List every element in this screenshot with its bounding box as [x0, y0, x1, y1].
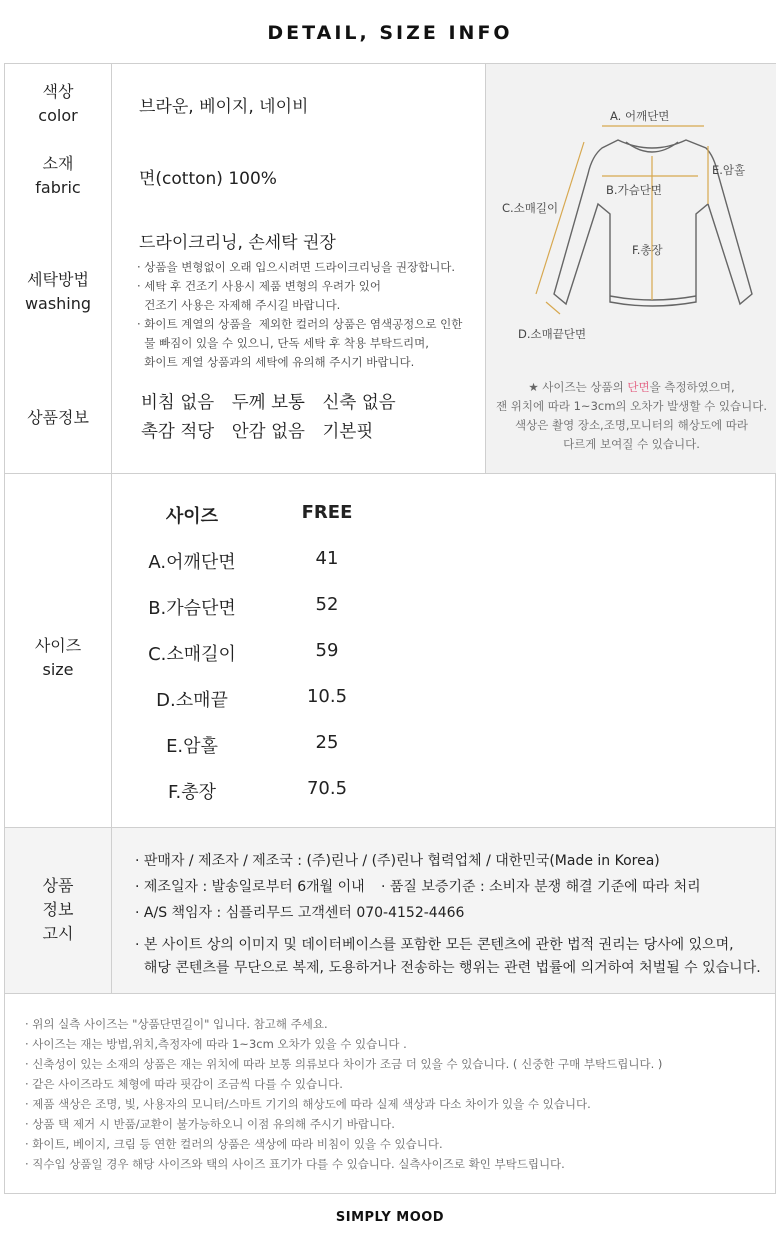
- product-info-row: [141, 389, 408, 418]
- disclosure-quality: · 품질 보증기준 : 소비자 분쟁 해결 기준에 따라 처리: [381, 879, 701, 895]
- color-label-ko: 색상: [42, 82, 74, 101]
- measurement-note-line: [486, 378, 777, 397]
- measurement-note: [486, 378, 777, 454]
- color-value: 브라운, 베이지, 네이비: [139, 97, 309, 117]
- product-info-item: 신축 없음: [322, 393, 396, 413]
- washing-note: · 세탁 후 건조기 사용시 제품 변형의 우려가 있어: [137, 279, 381, 293]
- notice-item: · 위의 실측 사이즈는 "상품단면길이" 입니다. 참고해 주세요.: [25, 1017, 328, 1031]
- disclosure-as-contact: · A/S 책임자 : 심플리무드 고객센터 070-4152-4466: [135, 905, 465, 921]
- size-label-en: size: [42, 660, 74, 679]
- washing-note: · 화이트 계열의 상품을 제외한 컬러의 상품은 염색공정으로 인한: [137, 317, 463, 331]
- product-info-row: [141, 418, 408, 447]
- product-disclosure-section: [4, 827, 776, 994]
- notice-label: [5, 874, 111, 946]
- collar-line: [626, 142, 678, 152]
- washing-notes: [137, 258, 462, 372]
- notice-item: · 신축성이 있는 소재의 상품은 재는 위치에 따라 보통 의류보다 차이가 조금 더 있을 수 있습니다. ( 신중한 구매 부탁드립니다. ): [25, 1057, 663, 1071]
- diagram-label-a: A. 어깨단면: [610, 109, 670, 123]
- notice-item: · 화이트, 베이지, 크림 등 연한 컬러의 상품은 색상에 따라 비침이 있을 수 있습니다.: [25, 1137, 443, 1151]
- washing-note: 화이트 계열 상품과의 세탁에 유의해 주시기 바랍니다.: [137, 355, 415, 369]
- note-text: ★ 사이즈는 상품의: [528, 380, 628, 394]
- size-label-ko: 사이즈: [34, 636, 82, 655]
- notice-item: · 같은 사이즈라도 체형에 따라 핏감이 조금씩 다를 수 있습니다.: [25, 1077, 343, 1091]
- disclosure-copyright: · 본 사이트 상의 이미지 및 데이터베이스를 포함한 모든 콘텐츠에 관한 법적 권리는 당사에 있으며,: [135, 937, 734, 953]
- note-highlight: 단면: [627, 380, 650, 394]
- notice-label-line: 정보: [42, 900, 74, 919]
- color-label: [5, 80, 111, 128]
- product-info-item: 촉감 적당: [141, 422, 215, 442]
- cuff-measure: [546, 302, 560, 314]
- measurement-note-line: 색상은 촬영 장소,조명,모니터의 해상도에 따라: [514, 418, 748, 432]
- measurement-note-line: 다르게 보여질 수 있습니다.: [563, 437, 700, 451]
- color-label-en: color: [38, 106, 78, 125]
- fabric-value: 면(cotton) 100%: [139, 169, 277, 189]
- column-divider: [111, 474, 112, 827]
- size-row-value: 70.5: [306, 778, 348, 799]
- notice-item: · 제품 색상은 조명, 빛, 사용자의 모니터/스마트 기기의 해상도에 따라 실제 색상과 다소 차이가 있을 수 있습니다.: [25, 1097, 591, 1111]
- product-info-grid: [141, 389, 408, 447]
- size-row-value: 52: [315, 594, 339, 615]
- page-title: DETAIL, SIZE INFO: [267, 22, 513, 44]
- size-row-value: 41: [315, 548, 339, 569]
- washing-label: [5, 268, 111, 316]
- disclosure-manufacture-date: · 제조일자 : 발송일로부터 6개월 이내: [135, 879, 365, 895]
- measurement-note-line: 잰 위치에 따라 1~3cm의 오차가 발생할 수 있습니다.: [496, 399, 767, 413]
- size-header-name: 사이즈: [165, 506, 219, 527]
- info-label: 상품정보: [27, 408, 89, 427]
- diagram-label-e: E.암홀: [712, 163, 746, 177]
- notice-item: · 사이즈는 재는 방법,위치,측정자에 따라 1~3cm 오차가 있을 수 있습니다 .: [25, 1037, 407, 1051]
- diagram-label-c: C.소매길이: [502, 201, 559, 215]
- hem-line: [610, 296, 696, 300]
- size-row-name: B.가슴단면: [148, 598, 236, 619]
- notice-label-line: 상품: [42, 876, 74, 895]
- disclosure-copyright: 해당 콘텐츠를 무단으로 복제, 도용하거나 전송하는 행위는 관련 법률에 의거하여 처벌될 수 있습니다.: [135, 960, 761, 976]
- size-header-value: FREE: [301, 502, 353, 523]
- size-row-name: C.소매길이: [148, 644, 236, 665]
- size-section: [4, 473, 776, 828]
- diagram-label-f: F.총장: [632, 243, 663, 257]
- size-row-name: D.소매끝: [156, 690, 228, 711]
- washing-label-en: washing: [24, 294, 92, 313]
- washing-note: 물 빠짐이 있을 수 있으니, 단독 세탁 후 착용 부탁드리며,: [137, 336, 429, 350]
- fabric-label-en: fabric: [35, 178, 81, 197]
- detail-section: [4, 63, 776, 474]
- notice-section: [4, 993, 776, 1194]
- size-label: [5, 634, 111, 682]
- notice-list: [25, 1014, 662, 1174]
- washing-value: 드라이크리닝, 손세탁 권장: [139, 233, 336, 253]
- diagram-label-b: B.가슴단면: [606, 183, 662, 197]
- column-divider: [111, 828, 112, 993]
- disclosure-seller: · 판매자 / 제조자 / 제조국 : (주)린나 / (주)린나 협력업체 / 대한민국(Made in Korea): [135, 853, 660, 869]
- product-info-item: 두께 보통: [231, 393, 305, 413]
- size-row-value: 10.5: [306, 686, 348, 707]
- fabric-label-ko: 소재: [42, 154, 74, 173]
- note-text: 을 측정하였으며,: [649, 380, 735, 394]
- product-info-item: 비침 없음: [141, 393, 215, 413]
- product-info-item: 기본핏: [322, 422, 374, 442]
- notice-label-line: 고시: [42, 924, 74, 943]
- size-row-value: 59: [315, 640, 339, 661]
- size-row-name: E.암홀: [166, 736, 218, 757]
- fabric-label: [5, 152, 111, 200]
- column-divider: [111, 64, 112, 473]
- washing-note: 건조기 사용은 자제해 주시길 바랍니다.: [137, 298, 341, 312]
- washing-note: · 상품을 변형없이 오래 입으시려면 드라이크리닝을 권장합니다.: [137, 260, 456, 274]
- notice-item: · 상품 택 제거 시 반품/교환이 불가능하오니 이점 유의해 주시기 바랍니다.: [25, 1117, 395, 1131]
- notice-item: · 직수입 상품일 경우 해당 사이즈와 택의 사이즈 표기가 다를 수 있습니다. 실측사이즈로 확인 부탁드립니다.: [25, 1157, 565, 1171]
- size-row-value: 25: [315, 732, 339, 753]
- brand-logo: SIMPLY MOOD: [335, 1210, 445, 1225]
- size-row-name: A.어깨단면: [148, 552, 236, 573]
- size-row-name: F.총장: [168, 782, 216, 803]
- size-diagram-panel: [485, 64, 776, 473]
- product-info-item: 안감 없음: [231, 422, 305, 442]
- washing-label-ko: 세탁방법: [27, 270, 89, 289]
- diagram-label-d: D.소매끝단면: [518, 327, 587, 341]
